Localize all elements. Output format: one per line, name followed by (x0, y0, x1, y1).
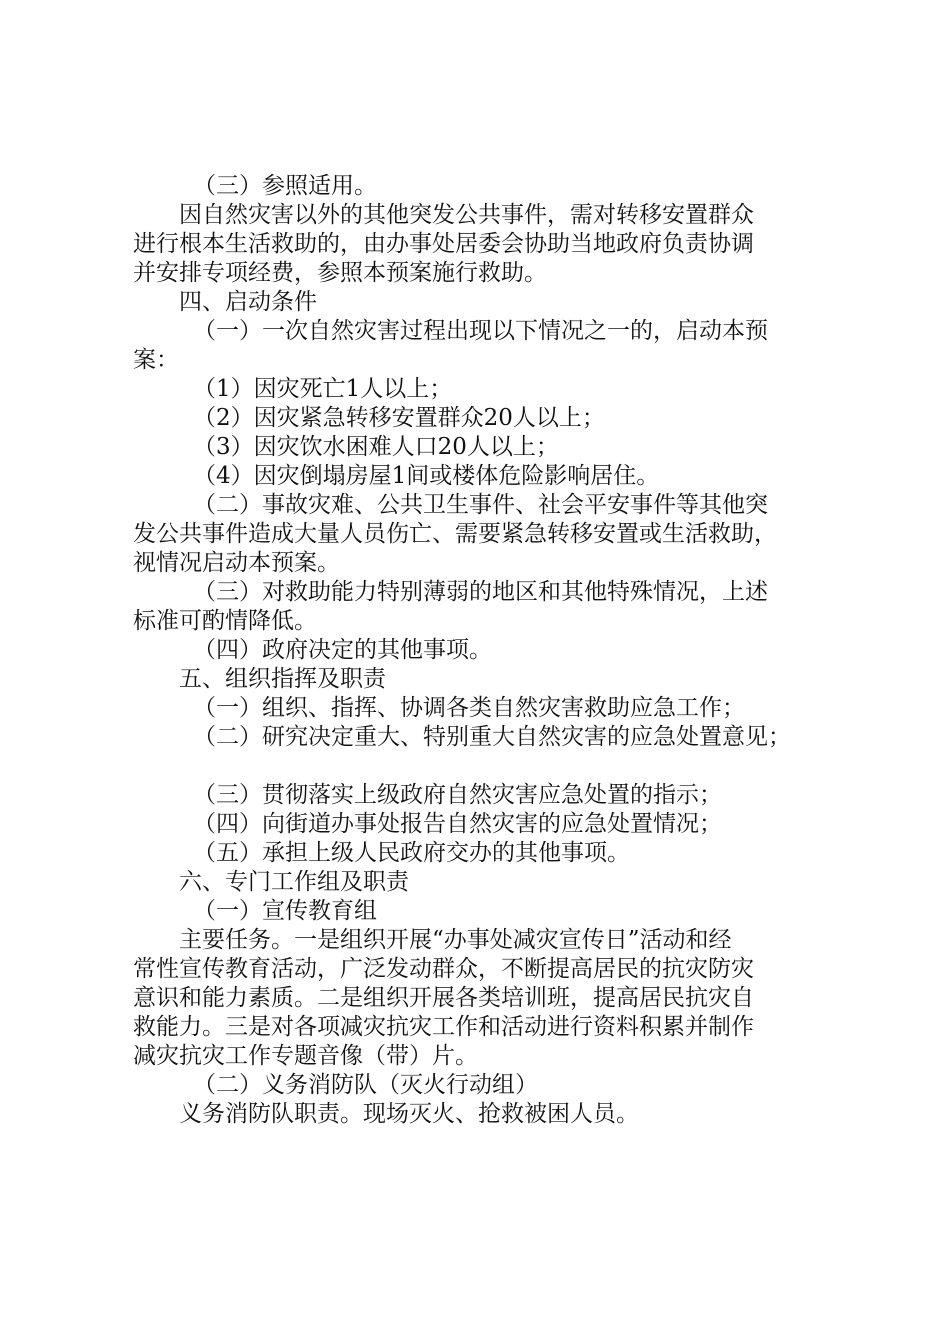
paragraph-line: 意识和能力素质。二是组织开展各类培训班，提高居民抗灾自 (133, 985, 754, 1011)
paragraph-line: 义务消防队职责。现场灭火、抢救被困人员。 (179, 1101, 639, 1127)
paragraph-line: （三）对救助能力特别薄弱的地区和其他特殊情况，上述 (193, 579, 768, 605)
section-heading: 五、组织指挥及职责 (179, 666, 386, 692)
section-heading: 四、启动条件 (179, 289, 317, 315)
paragraph-line: 主要任务。一是组织开展“办事处减灾宣传日”活动和经 (179, 927, 732, 953)
paragraph-line: 标准可酌情降低。 (133, 608, 317, 634)
list-item: （二）研究决定重大、特别重大自然灾害的应急处置意见； (193, 724, 791, 750)
paragraph-line: 进行根本生活救助的，由办事处居委会协助当地政府负责协调 (133, 231, 754, 257)
list-item: （1）因灾死亡1人以上； (193, 376, 453, 402)
blank-line (133, 752, 823, 781)
paragraph-line: 因自然灾害以外的其他突发公共事件，需对转移安置群众 (179, 202, 754, 228)
paragraph-line: 常性宣传教育活动，广泛发动群众，不断提高居民的抗灾防灾 (133, 956, 754, 982)
paragraph-line: （一）一次自然灾害过程出现以下情况之一的，启动本预 (193, 318, 768, 344)
document-body (133, 172, 823, 1129)
paragraph-line: 发公共事件造成大量人员伤亡、需要紧急转移安置或生活救助， (133, 521, 777, 547)
list-item: （2）因灾紧急转移安置群众20人以上； (193, 405, 605, 431)
list-item: （四）向街道办事处报告自然灾害的应急处置情况； (193, 811, 722, 837)
paragraph-line: 减灾抗灾工作专题音像（带）片。 (133, 1043, 478, 1069)
subsection-heading: （三）参照适用。 (193, 173, 377, 199)
paragraph-line: 救能力。三是对各项减灾抗灾工作和活动进行资料积累并制作 (133, 1014, 754, 1040)
paragraph-line: 并安排专项经费，参照本预案施行救助。 (133, 260, 547, 286)
paragraph-line: 案： (133, 347, 179, 373)
subsection-heading: （二）义务消防队（灭火行动组） (193, 1072, 538, 1098)
section-heading: 六、专门工作组及职责 (179, 869, 409, 895)
list-item: （一）组织、指挥、协调各类自然灾害救助应急工作； (193, 695, 745, 721)
paragraph-line: （二）事故灾难、公共卫生事件、社会平安事件等其他突 (193, 492, 768, 518)
list-item: （三）贯彻落实上级政府自然灾害应急处置的指示； (193, 782, 722, 808)
list-item: （4）因灾倒塌房屋1间或楼体危险影响居住。 (193, 463, 660, 489)
subsection-heading: （一）宣传教育组 (193, 898, 377, 924)
list-item: （3）因灾饮水困难人口20人以上； (193, 434, 559, 460)
paragraph-line: 视情况启动本预案。 (133, 550, 340, 576)
list-item: （五）承担上级人民政府交办的其他事项。 (193, 840, 630, 866)
paragraph-line: （四）政府决定的其他事项。 (193, 637, 492, 663)
